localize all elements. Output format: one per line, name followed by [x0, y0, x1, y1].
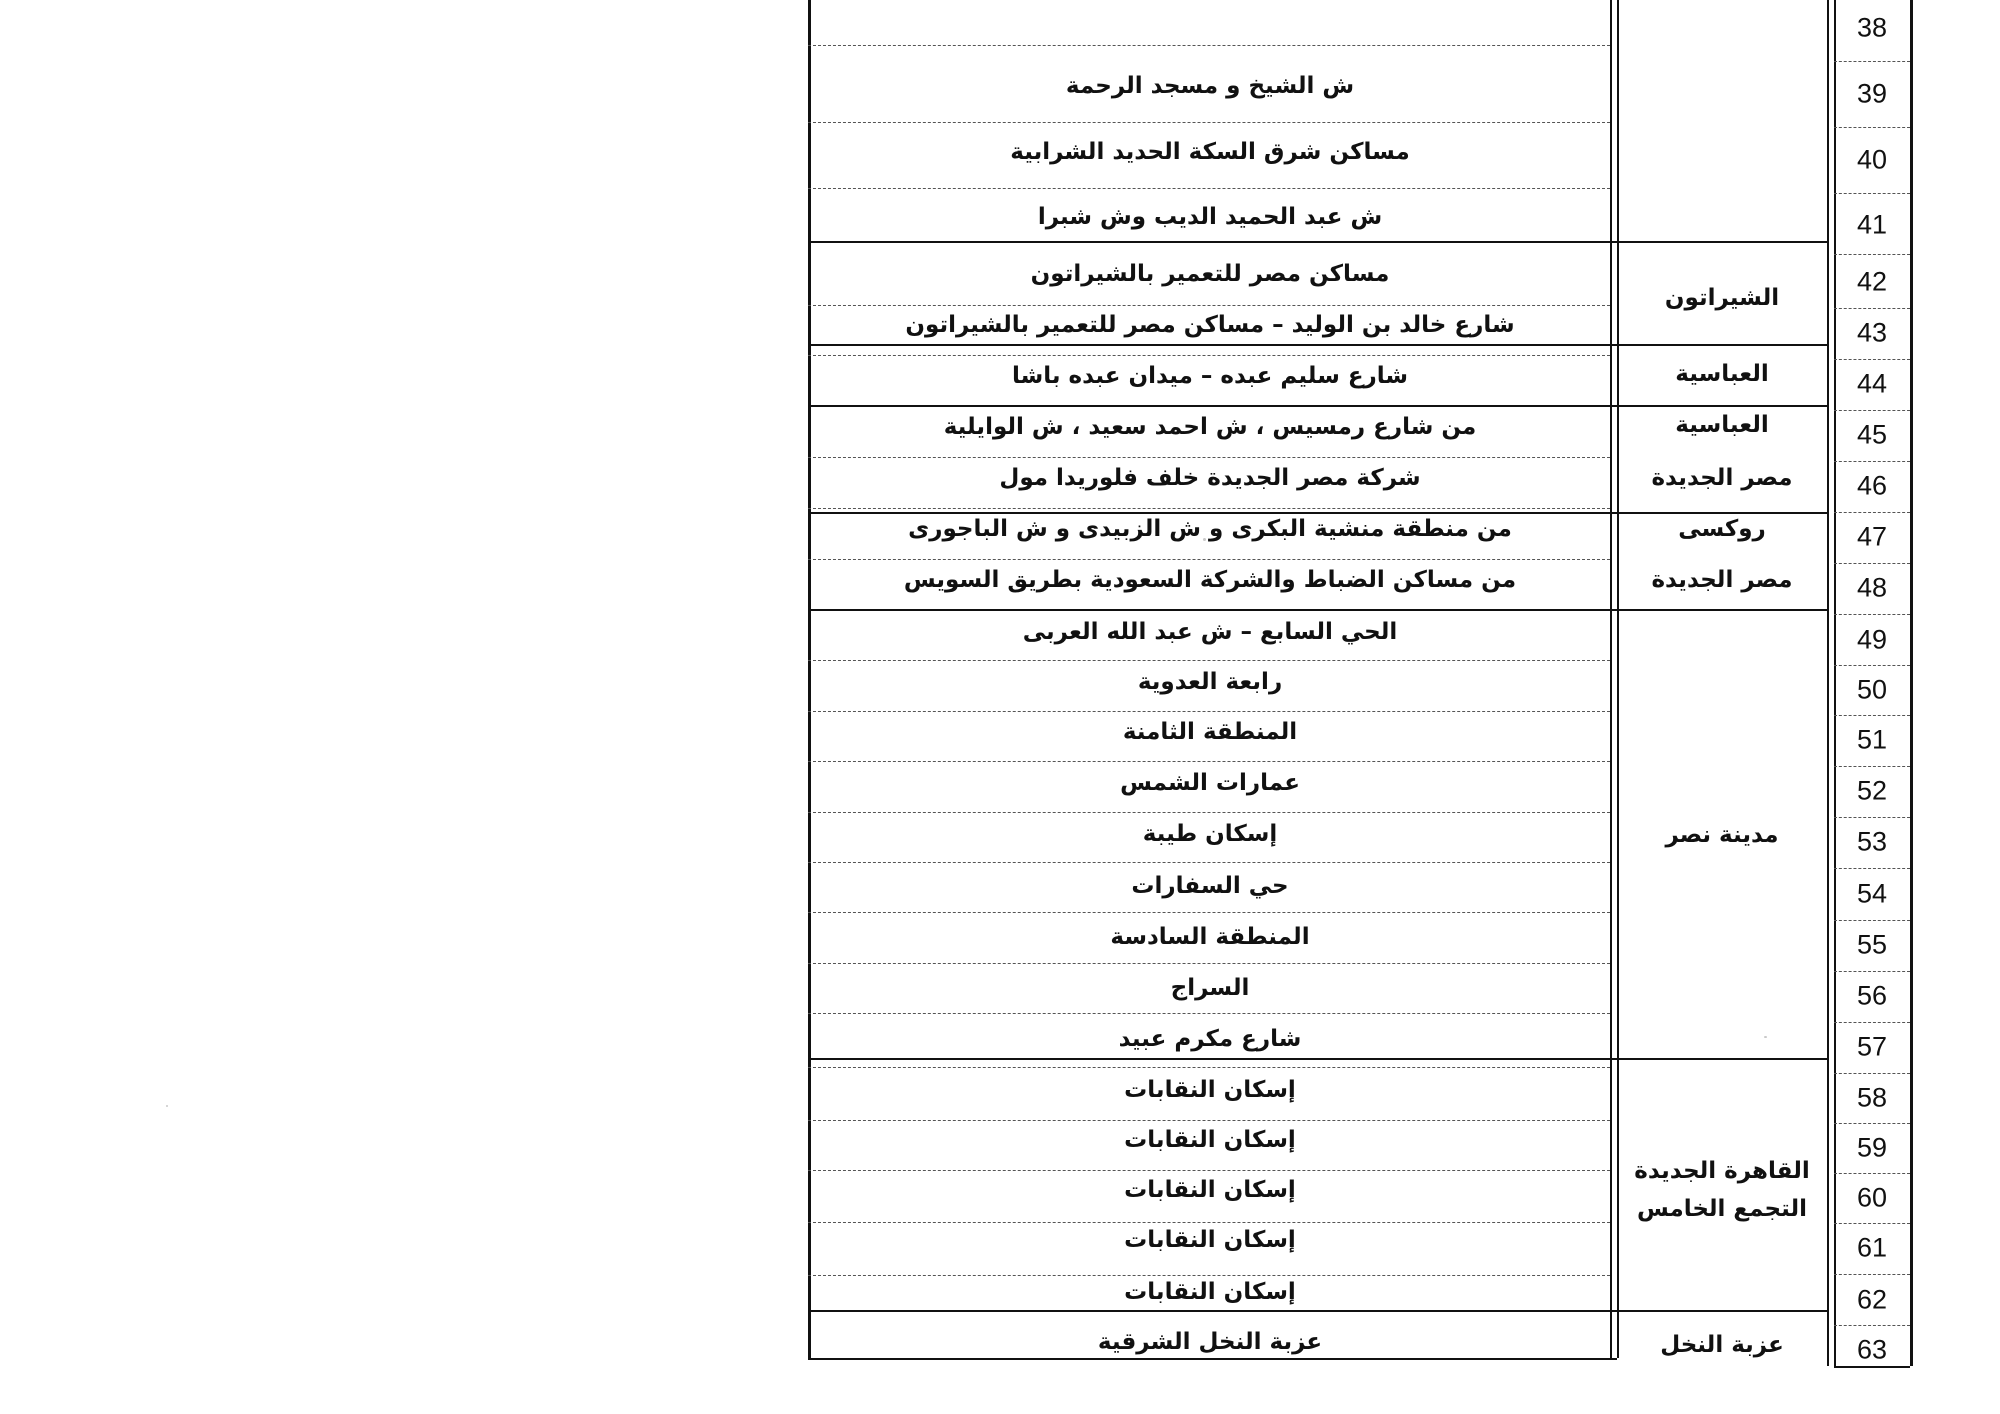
row-separator	[808, 122, 1610, 123]
district-number-divider	[1827, 0, 1829, 1366]
district-cell: مصر الجديدة	[1651, 567, 1793, 593]
row-separator	[808, 508, 1610, 509]
district-cell: روكسى	[1678, 516, 1766, 542]
row-separator	[808, 305, 1610, 306]
table-border-left	[808, 0, 811, 1358]
location-cell: الحي السابع – ش عبد الله العربى	[1022, 619, 1398, 645]
table-border-bottom	[808, 1358, 1617, 1360]
row-number: 48	[1856, 572, 1888, 603]
row-number: 49	[1856, 624, 1888, 655]
group-separator	[808, 1058, 1827, 1060]
location-cell: السراج	[1170, 975, 1250, 1001]
number-separator	[1834, 359, 1910, 360]
row-number: 63	[1856, 1334, 1888, 1365]
district-cell: مصر الجديدة	[1651, 465, 1793, 491]
location-cell: إسكان طيبة	[1142, 821, 1278, 847]
district-number-divider-double	[1834, 0, 1836, 1366]
row-number: 62	[1856, 1284, 1888, 1315]
group-separator	[808, 512, 1827, 514]
row-number: 52	[1856, 775, 1888, 806]
number-separator	[1834, 127, 1910, 128]
location-cell: عمارات الشمس	[1120, 770, 1300, 796]
row-number: 43	[1856, 317, 1888, 348]
row-separator	[808, 1120, 1610, 1121]
number-separator	[1834, 254, 1910, 255]
row-number: 46	[1856, 470, 1888, 501]
row-number: 42	[1856, 266, 1888, 297]
row-number: 55	[1856, 929, 1888, 960]
number-separator	[1834, 61, 1910, 62]
row-separator	[808, 862, 1610, 863]
group-separator	[808, 609, 1827, 611]
location-cell: المنطقة السادسة	[1110, 924, 1310, 950]
location-cell: إسكان النقابات	[1124, 1279, 1296, 1305]
row-separator	[808, 559, 1610, 560]
row-separator	[808, 355, 1610, 356]
number-separator	[1834, 1223, 1910, 1224]
group-separator	[808, 344, 1827, 346]
location-cell: إسكان النقابات	[1124, 1177, 1296, 1203]
row-number: 40	[1856, 144, 1888, 175]
district-cell: عزبة النخل	[1660, 1332, 1784, 1358]
location-cell: مساكن شرق السكة الحديد الشرابية	[1010, 139, 1410, 165]
number-separator	[1834, 715, 1910, 716]
district-cell: العباسية	[1675, 412, 1769, 438]
row-number: 60	[1856, 1182, 1888, 1213]
row-number: 56	[1856, 980, 1888, 1011]
row-separator	[808, 761, 1610, 762]
location-district-divider-double	[1617, 0, 1619, 1358]
number-separator	[1834, 971, 1910, 972]
number-separator	[1834, 920, 1910, 921]
row-number: 53	[1856, 826, 1888, 857]
number-separator	[1834, 410, 1910, 411]
row-separator	[808, 1170, 1610, 1171]
district-cell: الشيراتون	[1664, 285, 1780, 311]
group-separator	[808, 1310, 1827, 1312]
row-number: 41	[1856, 209, 1888, 240]
number-separator	[1834, 512, 1910, 513]
location-cell: ش عبد الحميد الديب وش شبرا	[1037, 204, 1383, 230]
row-number: 57	[1856, 1031, 1888, 1062]
row-separator	[808, 1275, 1610, 1276]
row-separator	[808, 1222, 1610, 1223]
number-separator	[1834, 461, 1910, 462]
row-separator	[808, 912, 1610, 913]
number-separator	[1834, 817, 1910, 818]
location-district-divider	[1610, 0, 1612, 1358]
row-separator	[808, 660, 1610, 661]
location-cell: من شارع رمسيس ، ش احمد سعيد ، ش الوايلية	[943, 414, 1477, 440]
location-cell: شركة مصر الجديدة خلف فلوريدا مول	[999, 465, 1421, 491]
number-separator	[1834, 868, 1910, 869]
number-separator	[1834, 1123, 1910, 1124]
row-separator	[808, 188, 1610, 189]
location-cell: شارع سليم عبده – ميدان عبده باشا	[1011, 363, 1409, 389]
row-number: 59	[1856, 1132, 1888, 1163]
group-separator	[808, 241, 1827, 243]
number-separator	[1834, 563, 1910, 564]
row-separator	[808, 1013, 1610, 1014]
district-cell: العباسية	[1675, 361, 1769, 387]
row-separator	[808, 963, 1610, 964]
row-separator	[808, 45, 1610, 46]
location-cell: شارع خالد بن الوليد – مساكن مصر للتعمير بالشيراتون	[905, 312, 1515, 338]
row-number: 61	[1856, 1232, 1888, 1263]
row-number: 44	[1856, 368, 1888, 399]
number-separator	[1834, 308, 1910, 309]
location-cell: من مساكن الضباط والشركة السعودية بطريق السويس	[903, 567, 1517, 593]
row-number: 45	[1856, 419, 1888, 450]
table-border-right	[1910, 0, 1913, 1366]
location-cell: إسكان النقابات	[1124, 1227, 1296, 1253]
row-number: 47	[1856, 521, 1888, 552]
location-cell: حي السفارات	[1131, 873, 1289, 899]
district-cell: مدينة نصر	[1665, 822, 1779, 848]
number-separator	[1834, 1274, 1910, 1275]
number-separator	[1834, 766, 1910, 767]
location-cell: من منطقة منشية البكرى و ش الزبيدى و ش الباجورى	[908, 516, 1512, 542]
location-cell: رابعة العدوية	[1137, 669, 1283, 695]
location-cell: المنطقة الثامنة	[1122, 719, 1298, 745]
row-separator	[808, 812, 1610, 813]
number-separator	[1834, 193, 1910, 194]
number-separator	[1834, 665, 1910, 666]
location-cell: ش الشيخ و مسجد الرحمة	[1065, 73, 1355, 99]
row-number: 54	[1856, 878, 1888, 909]
district-cell: القاهرة الجديدة التجمع الخامس	[1634, 1158, 1810, 1222]
location-cell: إسكان النقابات	[1124, 1077, 1296, 1103]
number-separator	[1834, 614, 1910, 615]
location-cell: شارع مكرم عبيد	[1118, 1026, 1302, 1052]
row-separator	[808, 457, 1610, 458]
row-separator	[808, 1067, 1610, 1068]
location-cell: إسكان النقابات	[1124, 1127, 1296, 1153]
number-separator	[1834, 1173, 1910, 1174]
location-cell: مساكن مصر للتعمير بالشيراتون	[1030, 261, 1390, 287]
number-separator	[1834, 1073, 1910, 1074]
row-number: 39	[1856, 78, 1888, 109]
row-separator	[808, 711, 1610, 712]
row-number: 38	[1856, 12, 1888, 43]
number-border-bottom	[1834, 1366, 1910, 1368]
row-number: 51	[1856, 724, 1888, 755]
group-separator	[808, 405, 1827, 407]
row-number: 58	[1856, 1082, 1888, 1113]
number-separator	[1834, 1022, 1910, 1023]
location-cell: عزبة النخل الشرقية	[1097, 1329, 1323, 1355]
number-separator	[1834, 1325, 1910, 1326]
row-number: 50	[1856, 674, 1888, 705]
